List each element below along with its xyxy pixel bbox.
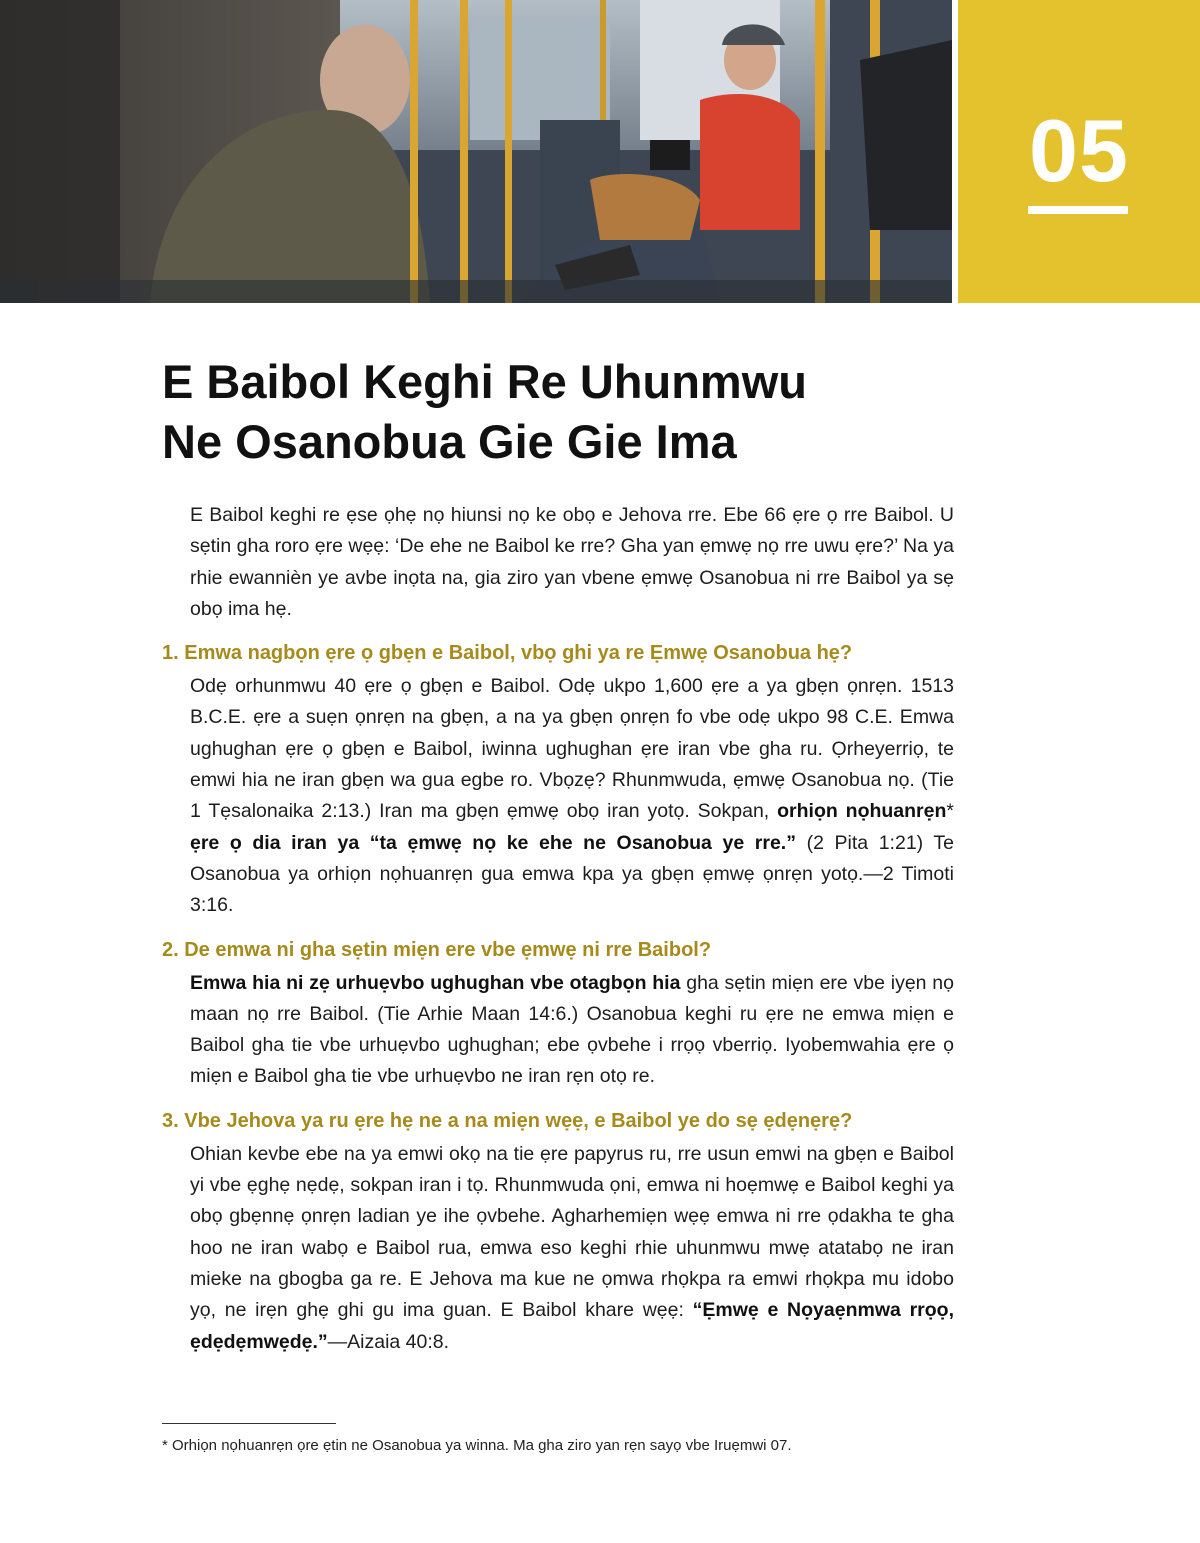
answer-paragraph [190, 1139, 954, 1358]
emphasis-text: Emwa hia ni zẹ urhuẹvbo ughughan vbe otagbọn hia [190, 971, 681, 994]
chapter-badge [958, 0, 1200, 303]
title-line-1: E Baibol Keghi Re Uhunmwu [162, 355, 807, 408]
answer-text: —Aizaia 40:8. [327, 1330, 450, 1353]
question-heading: 3. Vbe Jehova ya ru ẹre hẹ ne a na miẹn wẹẹ, e Baibol ye do sẹ ẹdẹnẹrẹ? [162, 1109, 853, 1132]
chapter-number: 05 [1029, 101, 1129, 200]
lesson-content [162, 500, 954, 1372]
chapter-underline [1028, 206, 1128, 214]
title-line-2: Ne Osanobua Gie Gie Ima [162, 415, 737, 468]
footnote-marker[interactable]: * [946, 800, 954, 823]
question-2 [162, 936, 954, 1093]
answer-text: Odẹ orhunmwu 40 ẹre ọ gbẹn e Baibol. Odẹ ukpo 1,600 ẹre a ya gbẹn ọnrẹn. 1513 B.C.E. ẹre a suẹn ọnrẹn na gbẹn, a na ya gbẹn ọnrẹn fo vbe odẹ ukpo 98 C.E. Emwa ughughan ẹre ọ gbẹn e Baibol, iwinna ughughan ẹre iran vbe gha ru. Ọrheyerriọ, te emwi hia ne iran gbẹn wa gua egbe ro. Vbọzẹ? Rhunmwuda, ẹmwẹ Osanobua nọ. (Tie 1 Tẹsalonaika 2:13.) Iran ma gbẹn ẹmwẹ obọ iran yotọ. Sokpan, [190, 675, 954, 823]
footnote-divider [162, 1423, 336, 1424]
question-heading: 1. Emwa nagbọn ẹre ọ gbẹn e Baibol, vbọ ghi ya re Ẹmwẹ Osanobua hẹ? [162, 642, 853, 665]
hero-photo [0, 0, 952, 303]
page-title [162, 352, 962, 472]
emphasis-text: ẹre ọ dia iran ya “ta ẹmwẹ nọ ke ehe ne Osanobua ye rre.” [190, 831, 796, 854]
answer-paragraph [190, 968, 954, 1093]
question-1 [162, 639, 954, 921]
answer-paragraph [190, 671, 954, 921]
bus-reader-photo [0, 0, 952, 303]
answer-text: (2 Pita 1:21) Te Osanobua ya orhiọn nọhuanrẹn gua emwa kpa ya gbẹn ẹmwẹ ọnrẹn yotọ.—2 Timoti 3:16. [190, 831, 954, 917]
question-3 [162, 1107, 954, 1358]
emphasis-text: orhiọn nọhuanrẹn [777, 800, 947, 823]
footnote: * Orhiọn nọhuanrẹn ọre ẹtin ne Osanobua ya winna. Ma gha ziro yan rẹn sayọ vbe Iruẹmwi 07. [162, 1437, 792, 1454]
intro-paragraph: E Baibol keghi re ẹse ọhẹ nọ hiunsi nọ ke obọ e Jehova rre. Ebe 66 ẹre ọ rre Baibol. U sẹtin gha roro ẹre wẹẹ: ‘De ehe ne Baibol ke rre? Gha yan ẹmwẹ nọ rre uwu ẹre?’ Na ya rhie ewannièn ye avbe inọta na, gia ziro yan vbene ẹmwẹ Osanobua ni rre Baibol ya sẹ obọ ima hẹ. [190, 504, 954, 620]
emphasis-text: “Ẹmwẹ e Nọyaẹnmwa rrọọ, ẹdẹdẹmwẹdẹ.” [190, 1299, 954, 1353]
answer-text: gha sẹtin miẹn ere vbe iyẹn nọ maan nọ rre Baibol. (Tie Arhie Maan 14:6.) Osanobua keghi ru ẹre ne emwa miẹn e Baibol gha tie vbe urhuẹvbo ughughan; ebe ọvbehe i rrọọ vberriọ. Iyobemwahia ẹre ọ miẹn e Baibol gha tie vbe urhuẹvbo ne iran rẹn otọ re. [190, 971, 954, 1088]
question-heading: 2. De emwa ni gha sẹtin miẹn ere vbe ẹmwẹ ni rre Baibol? [162, 938, 712, 961]
answer-text: Ohian kevbe ebe na ya emwi okọ na tie ẹre papyrus ru, rre usun emwi na gbẹn e Baibol yi vbe ẹghẹ nẹdẹ, sokpan iran i tọ. Rhunmwuda ọni, emwa ni hoẹmwẹ e Baibol keghi ya obọ gbẹnnẹ ọnrẹn ladian ye ihe ọvbehe. Agharhemiẹn wẹẹ emwa ni rre ọdakha te gha hoo ne iran wabọ e Baibol rua, emwa eso keghi rhie uhunmwu mwẹ atatabọ ne iran mieke na gbogba ga re. E Jehova ma kue ne ọmwa rhọkpa ra emwi rhọkpa mu idobo yọ, ne irẹn ghẹ ghi gu ima guan. E Baibol khare wẹẹ: [190, 1142, 954, 1322]
